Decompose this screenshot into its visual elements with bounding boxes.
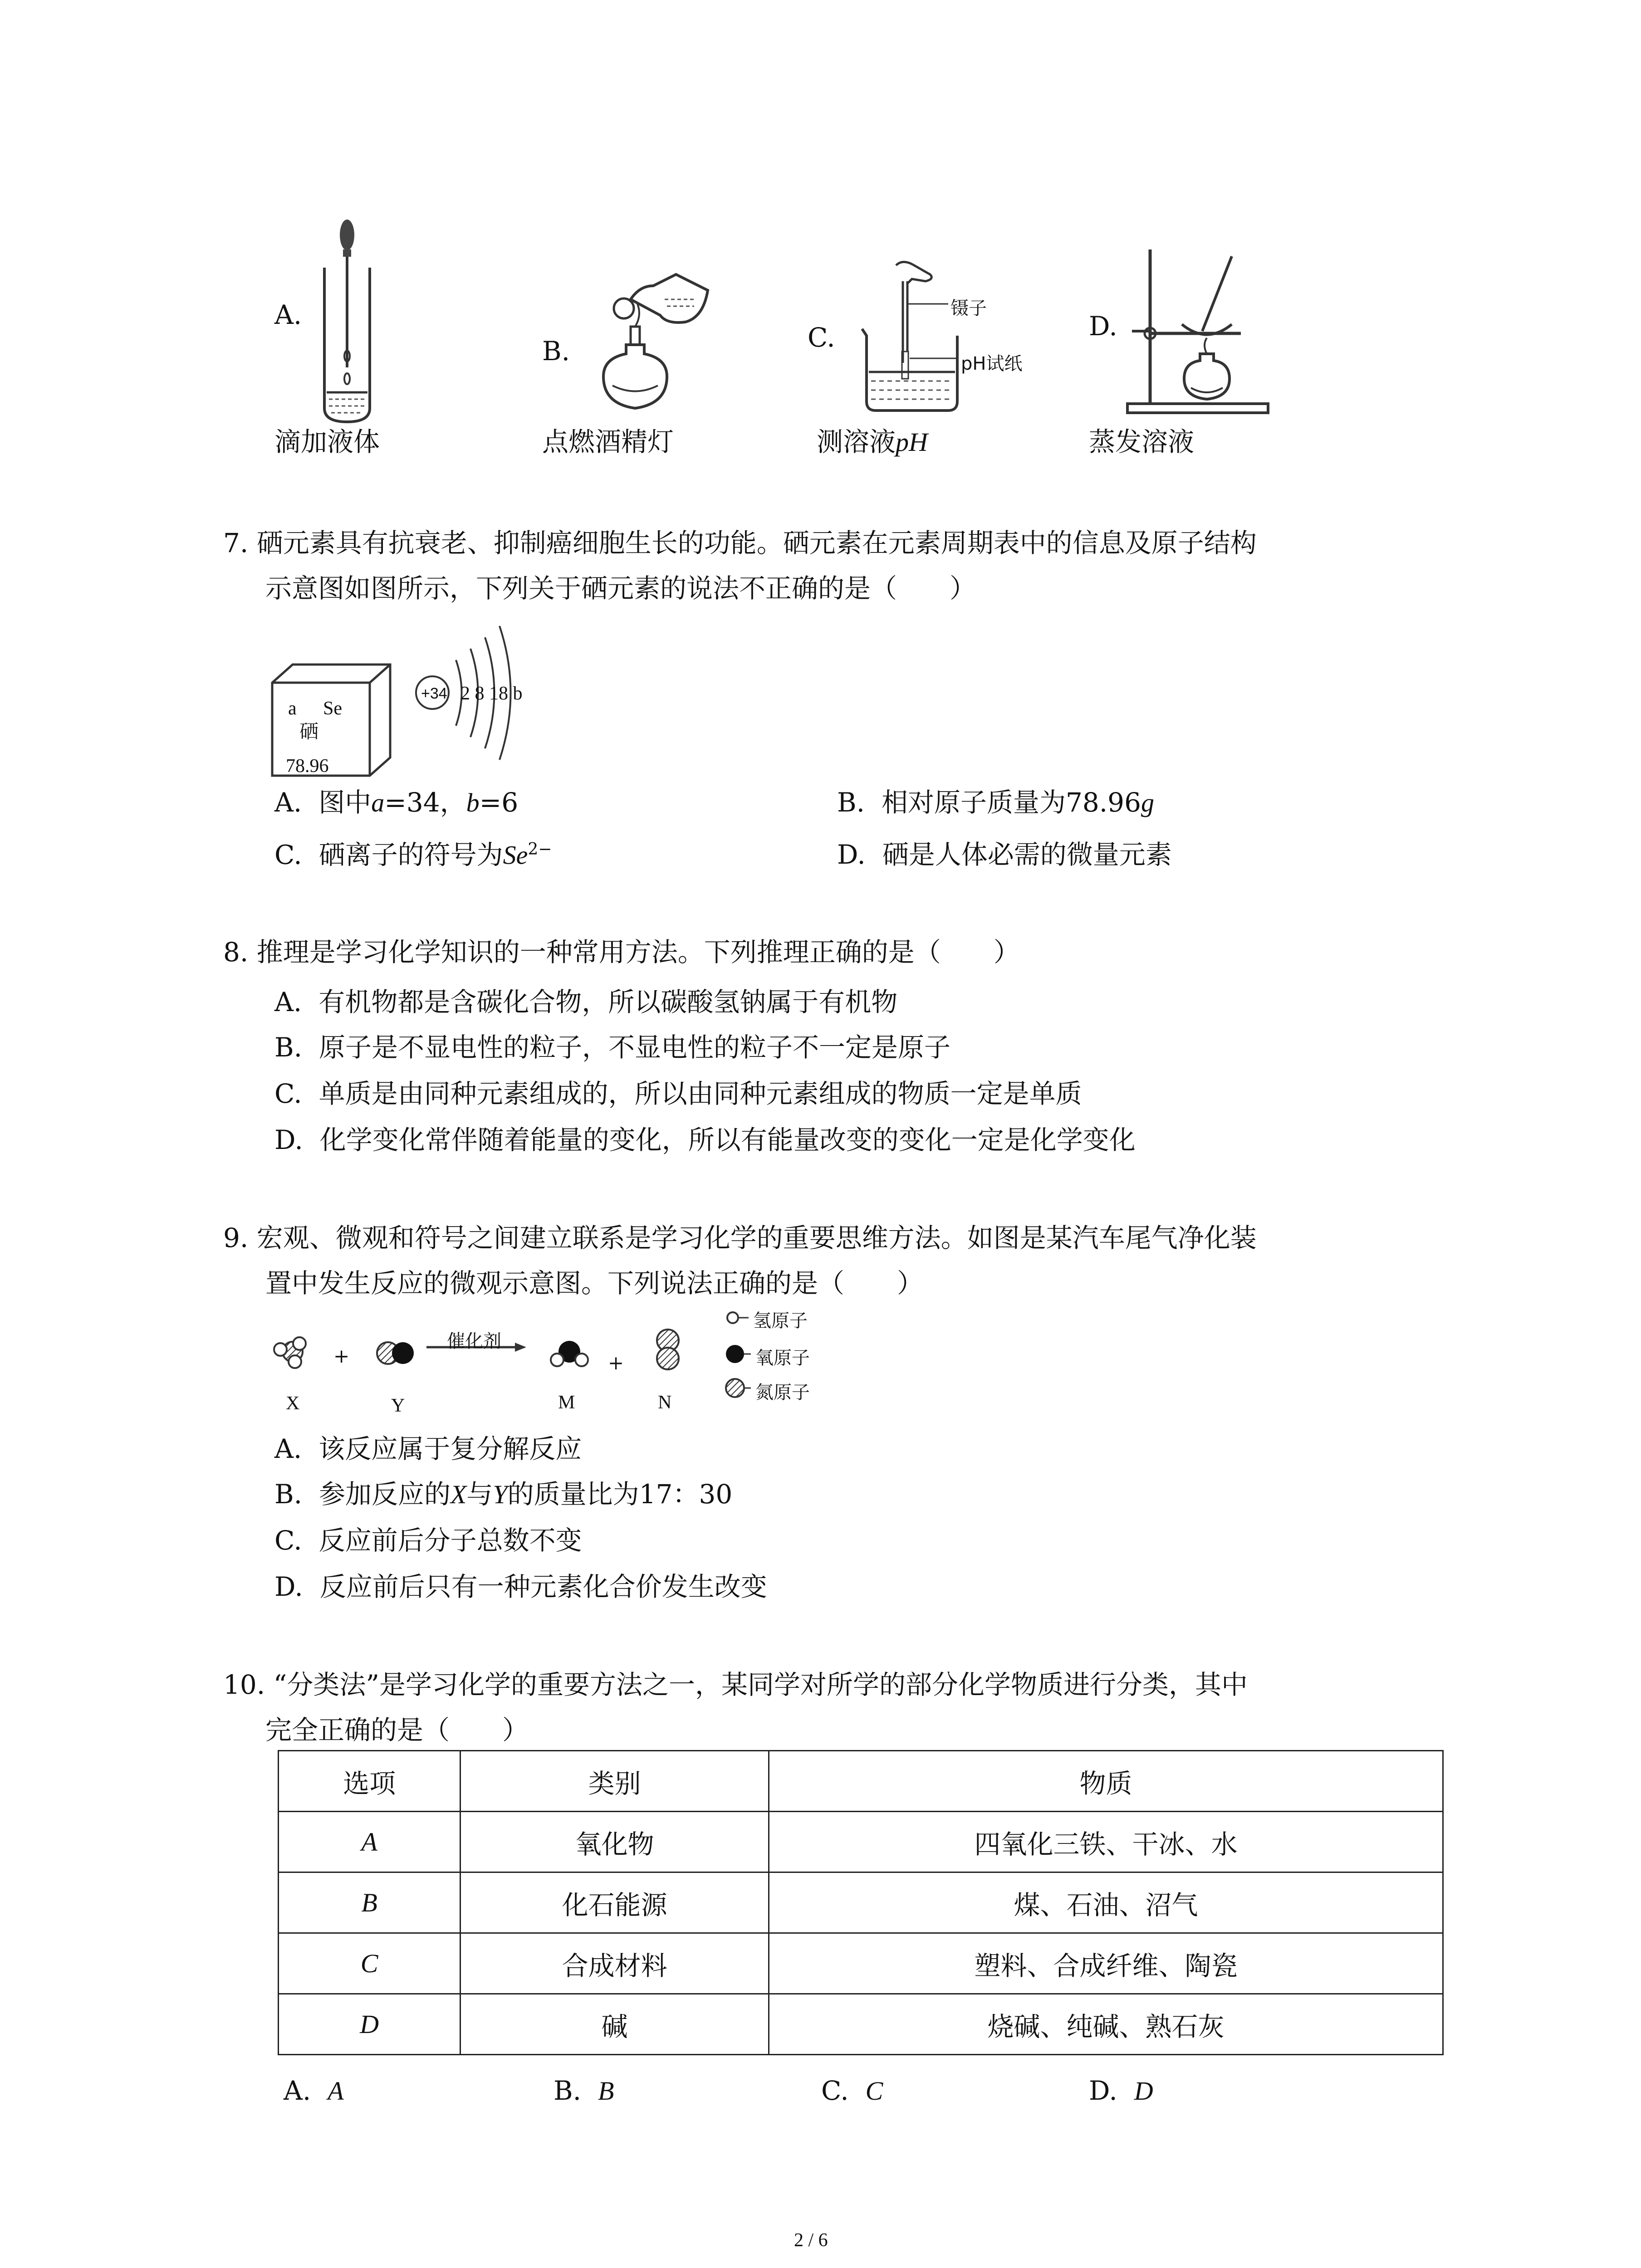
q7-option-a: A. 图中a=34，b=6: [274, 787, 519, 818]
label-x: X: [286, 1393, 300, 1414]
q10-answer-c: C. C: [821, 2075, 883, 2106]
alcohol-lamp-icon: [585, 272, 717, 422]
element-symbol: Se: [323, 698, 342, 719]
atomic-mass: 78.96: [286, 756, 329, 777]
label-y: Y: [391, 1395, 405, 1416]
q10-answer-a: A. A: [284, 2075, 344, 2106]
tweezers-label: 镊子: [950, 298, 987, 319]
catalyst-label: 催化剂: [447, 1331, 501, 1352]
table-header: 选项: [279, 1751, 460, 1812]
q8-stem: 8. 推理是学习化学知识的一种常用方法。下列推理正确的是（ ）: [223, 937, 1020, 968]
label-n: N: [658, 1392, 672, 1413]
q9-option-c: C. 反应前后分子总数不变: [274, 1525, 582, 1556]
q10-answer-d: D. D: [1089, 2075, 1153, 2106]
q10-stem-line1: 10. “分类法”是学习化学的重要方法之一，某同学对所学的部分化学物质进行分类，其中: [223, 1669, 1248, 1700]
table-cell: 四氧化三铁、干冰、水: [769, 1812, 1443, 1872]
table-cell: 煤、石油、沼气: [769, 1872, 1443, 1933]
evaporation-icon: [1123, 247, 1273, 417]
table-row: [279, 1994, 1443, 2055]
table-cell: 氧化物: [460, 1812, 769, 1872]
dropper-tube-icon: [313, 218, 381, 426]
q8-option-c: C. 单质是由同种元素组成的，所以由同种元素组成的物质一定是单质: [274, 1078, 1082, 1109]
q9-option-a: A. 该反应属于复分解反应: [274, 1433, 582, 1464]
classification-table: [278, 1750, 1444, 2055]
plus-sign-1: +: [333, 1345, 350, 1367]
q6-option-d-letter: D.: [1089, 311, 1117, 342]
label-m: M: [558, 1392, 575, 1413]
atomic-number-a: a: [288, 698, 297, 719]
q9-stem-line1: 9. 宏观、微观和符号之间建立联系是学习化学的重要思维方法。如图是某汽车尾气净化装: [223, 1222, 1257, 1253]
nucleus-charge: +34: [421, 685, 447, 702]
table-header: 物质: [769, 1751, 1443, 1812]
table-cell: 化石能源: [460, 1872, 769, 1933]
q6-option-d-caption: 蒸发溶液: [1089, 426, 1195, 457]
q9-stem-line2: 置中发生反应的微观示意图。下列说法正确的是（ ）: [265, 1268, 924, 1299]
q6-option-c-letter: C.: [808, 322, 835, 353]
q7-stem-line1: 7. 硒元素具有抗衰老、抑制癌细胞生长的功能。硒元素在元素周期表中的信息及原子结构: [223, 528, 1257, 558]
table-row: [279, 1872, 1443, 1933]
ph-test-icon: [857, 261, 975, 415]
q7-stem-line2: 示意图如图所示，下列关于硒元素的说法不正确的是（ ）: [265, 573, 976, 604]
table-cell: 合成材料: [460, 1933, 769, 1994]
q6-option-c-caption: 测溶液pH: [817, 426, 928, 457]
element-name: 硒: [299, 720, 319, 743]
table-header-row: [279, 1751, 1443, 1812]
q9-option-b: B. 参加反应的X与Y的质量比为17：30: [274, 1479, 733, 1510]
table-header: 类别: [460, 1751, 769, 1812]
table-cell: 烧碱、纯碱、熟石灰: [769, 1994, 1443, 2055]
q8-option-b: B. 原子是不显电性的粒子，不显电性的粒子不一定是原子: [274, 1032, 950, 1063]
q6-option-a-caption: 滴加液体: [274, 426, 380, 457]
table-cell: A: [279, 1812, 460, 1872]
q6-option-b-caption: 点燃酒精灯: [542, 426, 674, 457]
table-cell: 塑料、合成纤维、陶瓷: [769, 1933, 1443, 1994]
ph-paper-label: pH试纸: [961, 353, 1023, 374]
q8-option-d: D. 化学变化常伴随着能量的变化，所以有能量改变的变化一定是化学变化: [274, 1124, 1136, 1155]
plus-sign-2: +: [608, 1352, 624, 1374]
electron-shells: 2 8 18 b: [460, 683, 523, 704]
q6-option-b-letter: B.: [542, 336, 570, 367]
table-cell: B: [279, 1872, 460, 1933]
q10-answer-b: B. B: [554, 2075, 614, 2106]
legend-nitrogen: 氮原子: [755, 1382, 810, 1403]
page-number: 2 / 6: [794, 2230, 828, 2251]
q9-option-d: D. 反应前后只有一种元素化合价发生改变: [274, 1571, 767, 1602]
q7-option-b: B. 相对原子质量为78.96g: [837, 787, 1154, 818]
table-cell: D: [279, 1994, 460, 2055]
q6-option-a-letter: A.: [274, 299, 302, 330]
q10-stem-line2: 完全正确的是（ ）: [265, 1715, 529, 1745]
table-row: [279, 1933, 1443, 1994]
table-row: [279, 1812, 1443, 1872]
q8-option-a: A. 有机物都是含碳化合物，所以碳酸氢钠属于有机物: [274, 987, 898, 1017]
q7-option-c: C. 硒离子的符号为$Se^{2-}$: [274, 839, 552, 870]
q7-option-d: D. 硒是人体必需的微量元素: [837, 839, 1172, 870]
legend-hydrogen: 氢原子: [753, 1310, 808, 1331]
legend-oxygen: 氧原子: [755, 1348, 810, 1369]
table-cell: C: [279, 1933, 460, 1994]
table-cell: 碱: [460, 1994, 769, 2055]
